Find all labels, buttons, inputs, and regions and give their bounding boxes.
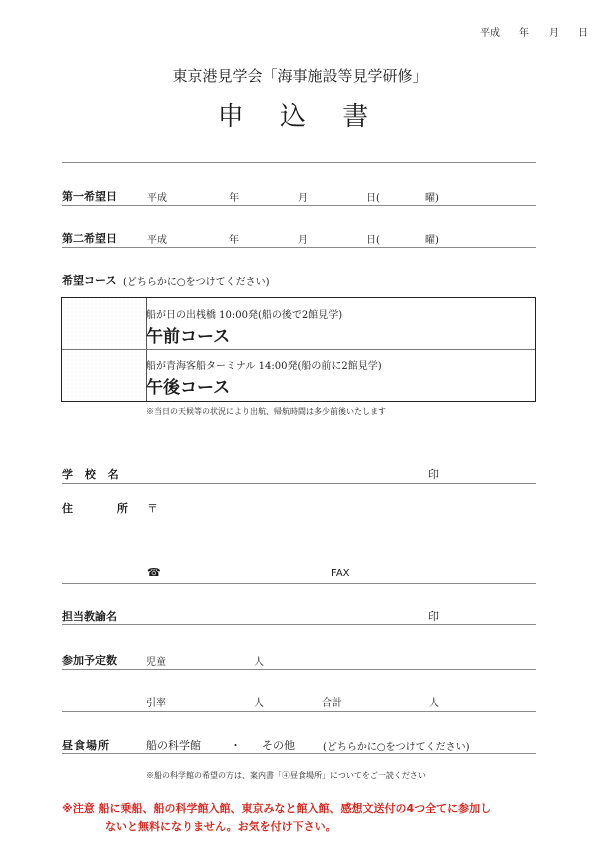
first-choice-month: 月 bbox=[298, 193, 308, 204]
school-name-line[interactable] bbox=[62, 483, 536, 484]
second-choice-weekday: 曜) bbox=[425, 235, 439, 246]
address-line[interactable] bbox=[62, 583, 536, 584]
second-choice-line[interactable] bbox=[62, 247, 536, 248]
teacher-label: 担当教諭名 bbox=[62, 610, 117, 623]
second-choice-label: 第二希望日 bbox=[62, 232, 117, 245]
total-unit: 人 bbox=[429, 698, 439, 709]
escort-line[interactable] bbox=[62, 711, 536, 712]
lunch-option-other[interactable]: その他 bbox=[262, 739, 295, 752]
date-month: 月 bbox=[549, 28, 559, 39]
lunch-option-separator: ・ bbox=[230, 739, 241, 752]
address-label: 住 所 bbox=[62, 502, 148, 515]
warning-line-2: ないと無料になりません。お気を付け下さい。 bbox=[105, 820, 337, 833]
postal-mark: 〒 bbox=[147, 502, 158, 515]
fax-label: FAX bbox=[331, 568, 350, 579]
morning-course-desc: 船が日の出桟橋 10:00発(船の後で2館見学) bbox=[146, 310, 343, 321]
first-choice-year: 年 bbox=[229, 193, 239, 204]
teacher-name-line[interactable] bbox=[62, 624, 536, 625]
escort-unit: 人 bbox=[254, 698, 264, 709]
course-box-horizontal-divider bbox=[62, 349, 535, 350]
lunch-line bbox=[62, 753, 536, 754]
children-label: 児童 bbox=[146, 657, 166, 668]
course-note: ※当日の天候等の状況により出航、帰航時間は多少前後いたします bbox=[146, 407, 386, 416]
document-title: 申 込 書 bbox=[217, 102, 383, 132]
date-year: 年 bbox=[519, 28, 529, 39]
warning-line-1: ※注意 船に乗船、船の科学館入館、東京みなと館入館、感想文送付の4つ全てに参加し bbox=[62, 802, 492, 815]
document-subtitle: 東京港見学会「海事施設等見学研修」 bbox=[172, 67, 428, 85]
children-line[interactable] bbox=[62, 669, 536, 670]
first-choice-label: 第一希望日 bbox=[62, 190, 117, 203]
title-divider bbox=[62, 162, 536, 163]
phone-icon: ☎ bbox=[147, 566, 161, 579]
course-hint: (どちらかに○をつけてください) bbox=[123, 277, 270, 288]
afternoon-course-name[interactable]: 午後コース bbox=[146, 378, 231, 398]
total-label: 合計 bbox=[322, 698, 342, 709]
first-choice-era: 平成 bbox=[147, 193, 167, 204]
second-choice-era: 平成 bbox=[147, 235, 167, 246]
lunch-hint: (どちらかに○をつけてください) bbox=[323, 742, 470, 753]
first-choice-weekday: 曜) bbox=[425, 193, 439, 204]
escort-label: 引率 bbox=[146, 698, 166, 709]
course-label: 希望コース bbox=[62, 274, 117, 287]
date-era: 平成 bbox=[480, 28, 500, 39]
first-choice-day: 日( bbox=[366, 193, 380, 204]
lunch-option-museum[interactable]: 船の科学館 bbox=[146, 739, 201, 752]
lunch-label: 昼食場所 bbox=[62, 739, 110, 752]
first-choice-line[interactable] bbox=[62, 205, 536, 206]
second-choice-month: 月 bbox=[298, 235, 308, 246]
school-seal: 印 bbox=[428, 468, 439, 481]
date-day: 日 bbox=[578, 28, 588, 39]
lunch-note: ※船の科学館の希望の方は、案内書「④昼食場所」についてをご一読ください bbox=[146, 771, 426, 780]
afternoon-course-desc: 船が青海客船ターミナル 14:00発(船の前に2館見学) bbox=[146, 361, 382, 372]
school-label: 学 校 名 bbox=[62, 468, 123, 481]
teacher-seal: 印 bbox=[428, 610, 439, 623]
second-choice-day: 日( bbox=[366, 235, 380, 246]
morning-course-name[interactable]: 午前コース bbox=[146, 327, 231, 347]
second-choice-year: 年 bbox=[229, 235, 239, 246]
participants-label: 参加予定数 bbox=[62, 654, 117, 667]
children-unit: 人 bbox=[254, 657, 264, 668]
